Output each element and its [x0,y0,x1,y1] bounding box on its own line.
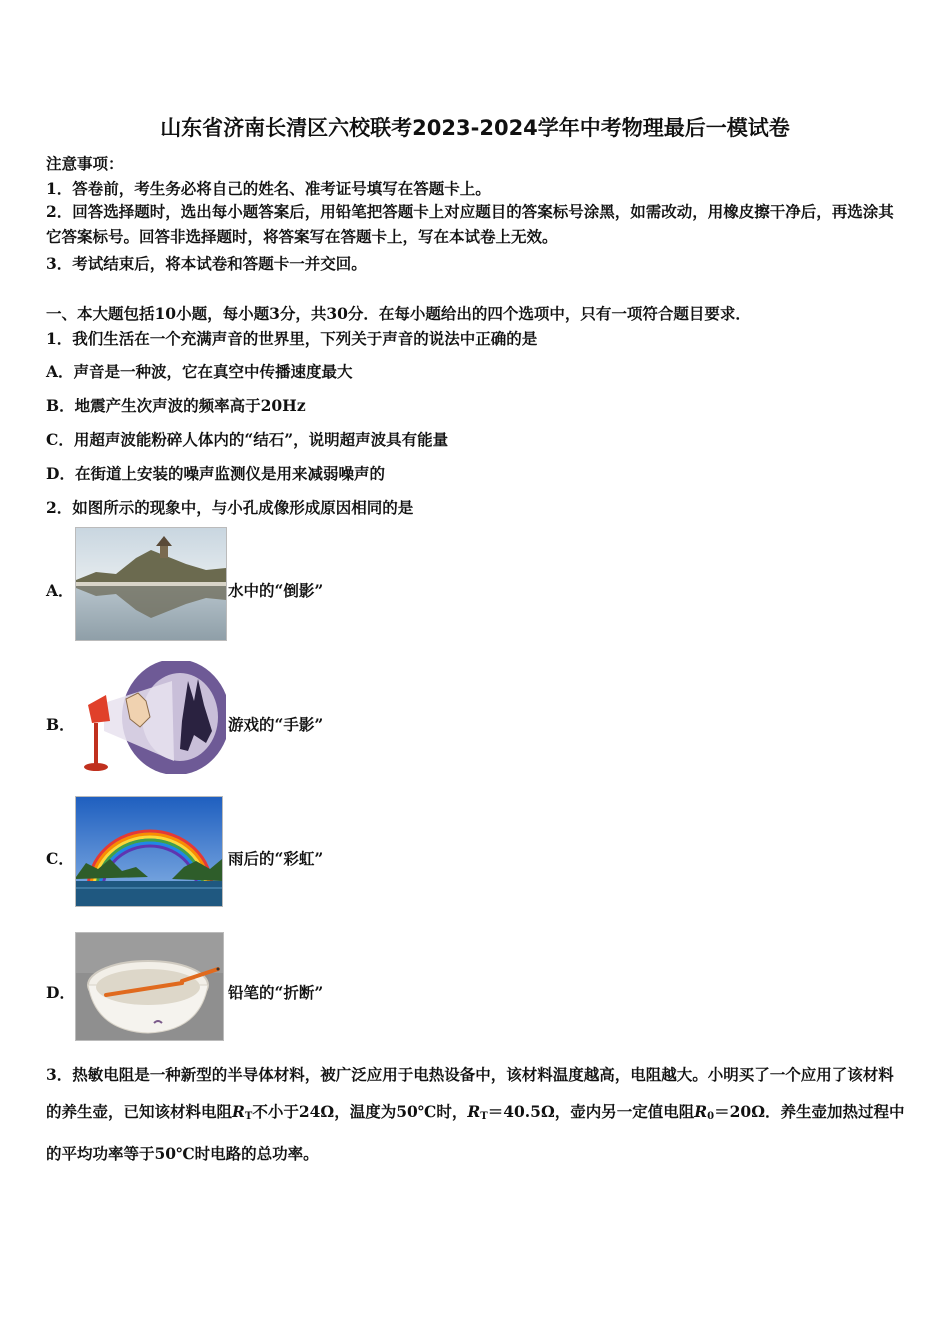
section-heading: 一、本大题包括10小题，每小题3分，共30分．在每小题给出的四个选项中，只有一项符合题目要求． [46,304,751,323]
q3-part-3: ＝40.5Ω，壶内另一定值电阻 [487,1102,695,1121]
reflection-image [75,527,227,641]
q3-r-subscript-2: T [480,1111,488,1122]
q2-option-d-letter: D． [46,983,75,1002]
q2-option-c-text: 雨后的“彩虹” [228,849,324,868]
q2-option-a-letter: A． [46,581,74,600]
q3-r-symbol: R [232,1102,245,1121]
page-title: 山东省济南长清区六校联考2023-2024学年中考物理最后一模试卷 [160,116,790,140]
notice-item-2: 2．回答选择题时，选出每小题答案后，用铅笔把答题卡上对应题目的答案标号涂黑，如需改动，用橡皮擦干净后，再选涂其它答案标号。回答非选择题时，将答案写在答题卡上，写在本试卷上无效。 [46,202,894,246]
q2-option-b-letter: B． [46,715,75,734]
q3-part-2: 不小于24Ω，温度为50℃时， [252,1102,468,1121]
q2-stem: 2．如图所示的现象中，与小孔成像形成原因相同的是 [46,498,414,517]
q1-option-b: B．地震产生次声波的频率高于20Hz [46,396,306,415]
rainbow-image [75,796,223,907]
q3-part-4: ＝20Ω．养生壶加热过程中的平均功率等于50℃时电路的总功率。 [46,1102,905,1163]
q3-stem [46,1056,908,1172]
q1-option-c: C．用超声波能粉碎人体内的“结石”，说明超声波具有能量 [46,430,449,449]
q3-part-1: 3．热敏电阻是一种新型的半导体材料，被广泛应用于电热设备中，该材料温度越高，电阻越大。小明买了一个应用了该材料的养生壶，已知该材料电阻 [46,1065,894,1121]
q2-option-c-letter: C． [46,849,74,868]
q2-option-a-text: 水中的“倒影” [228,581,324,600]
pencil-bowl-image [75,932,224,1041]
hand-shadow-image [75,660,227,775]
q1-option-a: A．声音是一种波，它在真空中传播速度最大 [46,362,353,381]
q3-r0-symbol: R [694,1102,708,1121]
notice-item-3: 3．考试结束后，将本试卷和答题卡一并交回。 [46,254,367,273]
q3-r0-subscript: 0 [707,1111,715,1122]
q3-r-symbol-2: R [467,1102,481,1121]
q2-option-d-text: 铅笔的“折断” [228,983,324,1002]
notice-heading: 注意事项： [46,154,124,173]
q1-option-d: D．在街道上安装的噪声监测仪是用来减弱噪声的 [46,464,385,483]
q2-option-b-text: 游戏的“手影” [228,715,324,734]
q3-r-subscript: T [244,1111,253,1122]
q1-stem: 1．我们生活在一个充满声音的世界里，下列关于声音的说法中正确的是 [46,329,538,348]
notice-item-1: 1．答卷前，考生务必将自己的姓名、准考证号填写在答题卡上。 [46,179,491,198]
